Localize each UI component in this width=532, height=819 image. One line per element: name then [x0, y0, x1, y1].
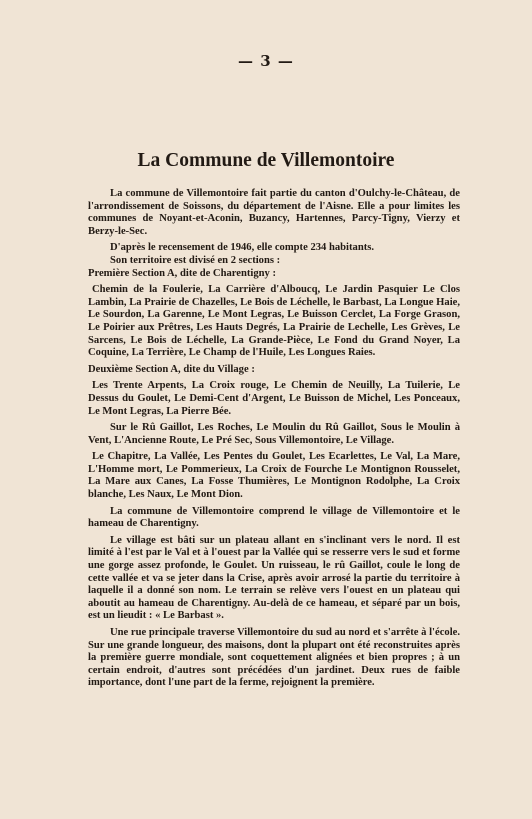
section-heading-village: Deuxième Section A, dite du Village : — [88, 363, 255, 375]
section-heading-charentigny: Première Section A, dite de Charentigny : — [88, 267, 277, 279]
paragraph-charentigny-lieudits: Chemin de la Foulerie, La Carrière d'Alboucq, Le Jardin Pasquier Le Clos Lambin, La Prairie de Chazelles, Le Bois de Léchelle, le Barbast, La Longue Haie, Le Sourdon, La Garenne, Le Mont Legras, Le Buisson Cerclet, La Forge Grason, Le Poirier aux Prêtres, Les Hauts Degrés, La Prairie de Lechelle, Les Grèves, Le Sarcens, Le Bois de Léchelle, La Grande-Pièce, Le Fond du Grand Noyer, La Coquine, La Terrière, Le Champ de l'Huile, Les Longues Raies. — [88, 284, 460, 359]
page-title: La Commune de Villemontoire — [137, 150, 395, 171]
paragraph-geography: Le village est bâti sur un plateau allant en s'inclinant vers le nord. Il est limité à l'est par le Val et à l'ouest par la Vallée qui se resserre vers le sud et forme une gorge assez profonde, le Goulet. Un ruisseau, le rû Gaillot, coule le long de cette vallée et va se jeter dans la Crise, après avoir arrosé la partie du territoire à laquelle il a donné son nom. Le terrain se relève vers l'ouest en un plateau qui aboutit au hameau de Charentigny. Au-delà de ce hameau, et séparé par un bois, est un lieudit : « Le Barbast ». — [88, 534, 460, 622]
paragraph-population: D'après le recensement de 1946, elle compte 234 habitants. — [110, 242, 375, 254]
body-text — [88, 188, 460, 694]
paragraph-village-lieudits-1: Les Trente Arpents, La Croix rouge, Le Chemin de Neuilly, La Tuilerie, Le Dessus du Goulet, Le Demi-Cent d'Argent, Le Buisson de Michel, Les Ponceaux, Le Mont Legras, La Pierre Bée. — [88, 380, 460, 417]
paragraph-hamlets: La commune de Villemontoire comprend le village de Villemontoire et le hameau de Charentigny. — [88, 505, 460, 530]
paragraph-village-lieudits-3: Le Chapitre, La Vallée, Les Pentes du Goulet, Les Ecarlettes, Le Val, La Mare, L'Homme mort, Le Pommerieux, La Croix de Fourche Le Montignon Rousselet, La Mare aux Canes, La Fosse Thumières, Le Montignon Rodolphe, La Croix blanche, Les Naux, Le Mont Dion. — [88, 451, 460, 501]
paragraph-main-street: Une rue principale traverse Villemontoire du sud au nord et s'arrête à l'école. Sur une grande longueur, des maisons, dont la plupart ont été reconstruites après la première guerre mondiale, sont coquettement alignées et bien propres ; à un certain endroit, d'autres sont précédées d'un jardinet. Deux rues de faible importance, dont l'une part de la ferme, rejoignent la première. — [88, 627, 460, 689]
paragraph-sections: Son territoire est divisé en 2 sections : — [110, 254, 281, 266]
paragraph-village-lieudits-2: Sur le Rû Gaillot, Les Roches, Le Moulin du Rû Gaillot, Sous le Moulin à Vent, L'Ancienne Route, Le Pré Sec, Sous Villemontoire, Le Village. — [88, 422, 460, 446]
page-number: — 3 — — [238, 52, 294, 70]
paragraph-intro: La commune de Villemontoire fait partie du canton d'Oulchy-le-Château, de l'arrondissement de Soissons, du département de l'Aisne. Elle a pour limites les communes de Noyant-et-Aconin, Buzancy, Hartennes, Parcy-Tigny, Vierzy et Berzy-le-Sec. — [88, 188, 460, 237]
